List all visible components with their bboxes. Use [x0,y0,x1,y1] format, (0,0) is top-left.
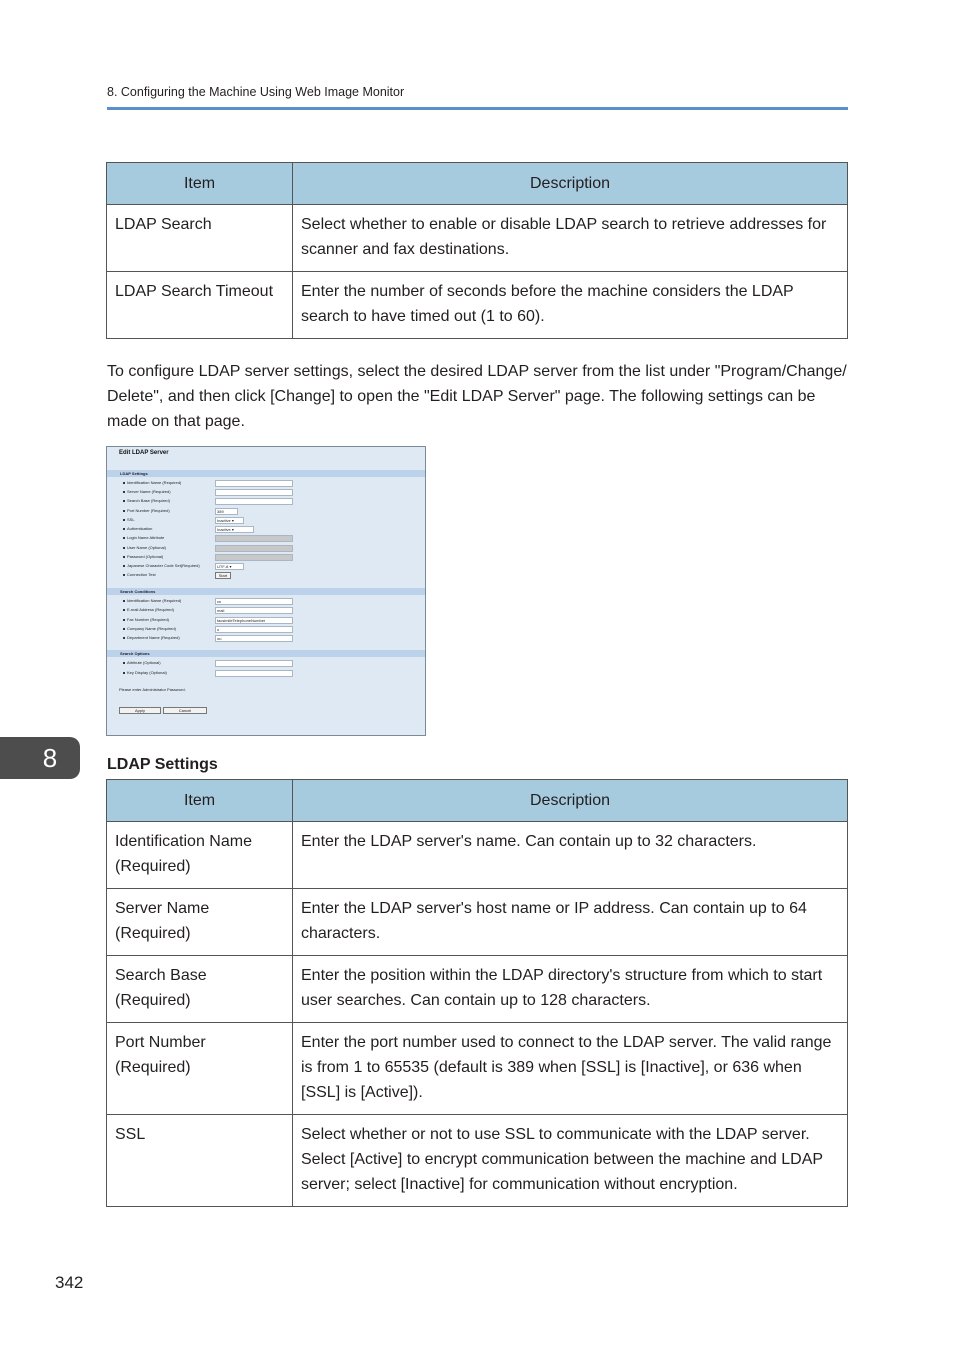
row-label: Identification Name (Required) [123,480,181,485]
section-label: LDAP Settings [120,471,148,476]
row-label: Identification Name (Required) [123,598,181,603]
row-label: Authentication [123,526,152,531]
page-number: 342 [55,1273,84,1292]
table-header-row [107,163,848,205]
row-label: Japanese Character Code Set(Required) [123,563,200,568]
row-label: Key Display (Optional) [123,670,167,675]
login-name-attribute-field [215,535,293,542]
server-name-field[interactable] [215,489,293,496]
row-label: Fax Number (Required) [123,617,169,622]
description-cell: Enter the port number used to connect to the LDAP server. The valid range is from 1 to 65535 (default is 389 when [SSL] is [Inactive], or 636 when [SSL] is [Active]). [293,1023,848,1115]
column-header-item: Item [107,163,293,205]
column-header-item: Item [107,780,293,822]
header-rule [107,107,848,110]
section-label: Search Options [120,651,150,656]
password-note: Please enter Administrator Password. [119,687,186,692]
row-label: E-mail Address (Required) [123,607,174,612]
description-cell: Select whether or not to use SSL to communicate with the LDAP server. Select [Active] to encrypt communication between the machine and LDAP server; select [Inactive] for communication without encryption. [293,1115,848,1207]
item-cell: Identification Name (Required) [107,822,293,889]
row-label: Search Base (Required) [123,498,170,503]
row-label: Company Name (Required) [123,626,176,631]
description-cell: Enter the LDAP server's host name or IP address. Can contain up to 64 characters. [293,889,848,956]
row-label: Login Name Attribute [123,535,164,540]
attribute-field[interactable] [215,660,293,667]
description-cell: Enter the position within the LDAP directory's structure from which to start user searches. Can contain up to 128 characters. [293,956,848,1023]
ssl-select-value: Inactive [217,518,231,523]
key-display-field[interactable] [215,670,293,677]
table-row [107,956,848,1023]
description-cell: Select whether to enable or disable LDAP search to retrieve addresses for scanner and fax destinations. [293,205,848,272]
screenshot-title: Edit LDAP Server [119,450,169,456]
item-cell: SSL [107,1115,293,1207]
user-name-field [215,545,293,552]
department-name-field[interactable]: ou [215,635,293,642]
table-row [107,272,848,339]
section-bar-search-options [107,650,425,657]
chapter-number: 8 [42,743,58,773]
row-label: Attribute (Optional) [123,660,161,665]
table-row [107,1115,848,1207]
description-cell: Enter the number of seconds before the machine considers the LDAP search to have timed out (1 to 60). [293,272,848,339]
email-address-field[interactable]: mail [215,607,293,614]
ldap-settings-table [106,779,848,1207]
table-row [107,205,848,272]
section-label: Search Conditions [120,589,156,594]
authentication-select-value: Inactive [217,527,231,532]
character-code-select-value: UTF-8 [217,564,229,569]
item-cell: Search Base (Required) [107,956,293,1023]
section-title: LDAP Settings [107,756,218,773]
condition-identification-name-field[interactable]: cn [215,598,293,605]
description-cell: Enter the LDAP server's name. Can contain up to 32 characters. [293,822,848,889]
identification-name-field[interactable] [215,480,293,487]
cancel-button[interactable]: Cancel [163,707,207,714]
table-header-row [107,780,848,822]
password-field [215,554,293,561]
item-cell: Server Name (Required) [107,889,293,956]
row-label: Server Name (Required) [123,489,171,494]
item-cell: Port Number (Required) [107,1023,293,1115]
company-name-field[interactable]: o [215,626,293,633]
column-header-description: Description [293,780,848,822]
column-header-description: Description [293,163,848,205]
item-cell: LDAP Search [107,205,293,272]
search-base-field[interactable] [215,498,293,505]
chapter-tab [0,737,80,779]
table-row [107,822,848,889]
running-header: 8. Configuring the Machine Using Web Image Monitor [107,85,405,99]
ssl-select[interactable]: Inactive ▾ [215,517,244,524]
row-label: Department Name (Required) [123,635,180,640]
row-label: SSL [123,517,135,522]
edit-ldap-server-screenshot [106,446,426,736]
authentication-select[interactable]: Inactive ▾ [215,526,254,533]
table-row [107,889,848,956]
port-number-field[interactable]: 389 [215,508,238,515]
intro-paragraph: To configure LDAP server settings, select the desired LDAP server from the list under "Program/Change/ Delete", and then click [Change] to open the "Edit LDAP Server" page. The following settings can be made on that page. [107,363,847,430]
start-button[interactable]: Start [215,572,231,579]
character-code-select[interactable]: UTF-8 ▾ [215,563,244,570]
section-bar-search-conditions [107,588,425,595]
row-label: Connection Test [123,572,156,577]
row-label: Port Number (Required) [123,508,170,513]
table-row [107,1023,848,1115]
section-bar-ldap [107,470,425,477]
apply-button[interactable]: Apply [119,707,161,714]
fax-number-field[interactable]: facsimileTelephoneNumber [215,617,293,624]
ldap-search-table [106,162,848,339]
item-cell: LDAP Search Timeout [107,272,293,339]
row-label: User Name (Optional) [123,545,166,550]
row-label: Password (Optional) [123,554,163,559]
